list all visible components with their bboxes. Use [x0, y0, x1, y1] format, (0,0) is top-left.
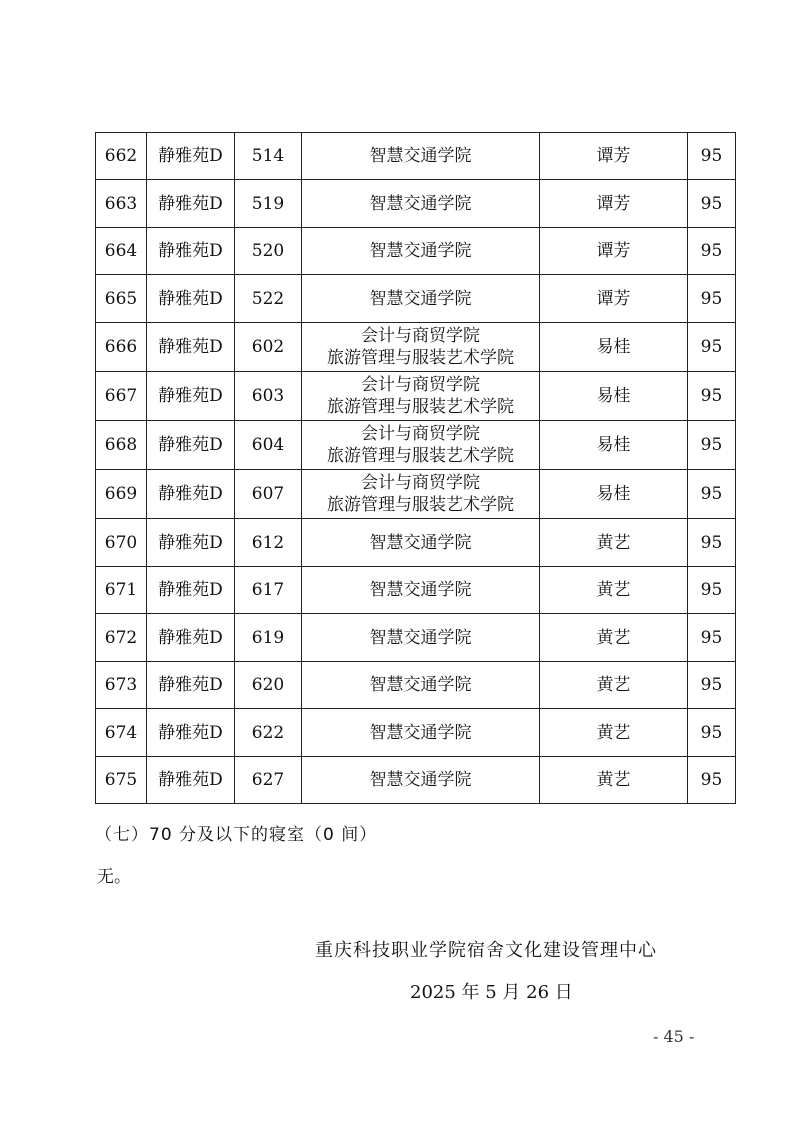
cell-college: [302, 662, 540, 709]
table-row: [96, 519, 736, 567]
table-row: [96, 567, 736, 614]
table-row: [96, 421, 736, 470]
cell-building: 静雅苑D: [147, 519, 235, 567]
table-body: [96, 133, 736, 804]
cell-no: 671: [96, 567, 147, 614]
cell-room: 604: [235, 421, 302, 470]
cell-teacher: 黄艺: [540, 662, 688, 709]
table-row: [96, 133, 736, 180]
college-line: 会计与商贸学院: [361, 424, 480, 444]
cell-teacher: 黄艺: [540, 709, 688, 757]
cell-room: 619: [235, 614, 302, 662]
cell-room: 620: [235, 662, 302, 709]
cell-teacher: 易桂: [540, 323, 688, 372]
college-line: 智慧交通学院: [369, 288, 472, 309]
table-row: [96, 470, 736, 519]
cell-room: 514: [235, 133, 302, 180]
cell-no: 672: [96, 614, 147, 662]
cell-building: 静雅苑D: [147, 662, 235, 709]
college-line: 智慧交通学院: [369, 722, 472, 743]
cell-building: 静雅苑D: [147, 614, 235, 662]
cell-building: 静雅苑D: [147, 228, 235, 275]
cell-room: 617: [235, 567, 302, 614]
cell-room: 522: [235, 275, 302, 323]
cell-college: [302, 372, 540, 421]
cell-no: 673: [96, 662, 147, 709]
college-line: 会计与商贸学院: [361, 473, 480, 493]
cell-no: 665: [96, 275, 147, 323]
section-heading: （七）70 分及以下的寝室（0 间）: [95, 825, 378, 845]
college-line: 旅游管理与服装艺术学院: [327, 446, 514, 466]
cell-room: 612: [235, 519, 302, 567]
cell-college: [302, 470, 540, 519]
college-line: 智慧交通学院: [369, 675, 472, 695]
cell-teacher: 易桂: [540, 470, 688, 519]
cell-no: 667: [96, 372, 147, 421]
cell-score: 95: [688, 662, 736, 709]
cell-building: 静雅苑D: [147, 180, 235, 228]
cell-building: 静雅苑D: [147, 709, 235, 757]
table-row: [96, 323, 736, 372]
cell-score: 95: [688, 470, 736, 519]
issuer-name: 重庆科技职业学院宿舍文化建设管理中心: [315, 940, 657, 961]
cell-score: 95: [688, 421, 736, 470]
cell-teacher: 黄艺: [540, 757, 688, 804]
cell-building: 静雅苑D: [147, 133, 235, 180]
college-line: 智慧交通学院: [369, 627, 472, 648]
table-row: [96, 709, 736, 757]
cell-score: 95: [688, 567, 736, 614]
cell-score: 95: [688, 180, 736, 228]
college-line: 旅游管理与服装艺术学院: [327, 397, 514, 417]
cell-score: 95: [688, 323, 736, 372]
cell-college: [302, 228, 540, 275]
cell-building: 静雅苑D: [147, 275, 235, 323]
college-line: 智慧交通学院: [369, 580, 472, 600]
table-row: [96, 614, 736, 662]
cell-college: [302, 275, 540, 323]
cell-college: [302, 519, 540, 567]
cell-no: 664: [96, 228, 147, 275]
cell-teacher: 黄艺: [540, 614, 688, 662]
dormitory-score-table-container: [95, 132, 735, 804]
cell-score: 95: [688, 709, 736, 757]
dormitory-score-table: [95, 132, 736, 804]
cell-no: 670: [96, 519, 147, 567]
cell-room: 607: [235, 470, 302, 519]
cell-teacher: 谭芳: [540, 228, 688, 275]
cell-room: 627: [235, 757, 302, 804]
table-row: [96, 757, 736, 804]
college-line: 智慧交通学院: [369, 193, 472, 214]
cell-building: 静雅苑D: [147, 470, 235, 519]
table-row: [96, 180, 736, 228]
section-body: 无。: [97, 867, 131, 887]
cell-teacher: 谭芳: [540, 133, 688, 180]
cell-teacher: 黄艺: [540, 567, 688, 614]
cell-room: 520: [235, 228, 302, 275]
cell-college: [302, 180, 540, 228]
cell-teacher: 黄艺: [540, 519, 688, 567]
college-line: 会计与商贸学院: [361, 326, 480, 346]
cell-no: 662: [96, 133, 147, 180]
college-line: 旅游管理与服装艺术学院: [327, 348, 514, 368]
cell-score: 95: [688, 519, 736, 567]
cell-no: 675: [96, 757, 147, 804]
cell-no: 663: [96, 180, 147, 228]
issue-date: 2025 年 5 月 26 日: [410, 982, 573, 1003]
college-line: 智慧交通学院: [369, 770, 472, 790]
cell-no: 668: [96, 421, 147, 470]
cell-college: [302, 614, 540, 662]
college-line: 智慧交通学院: [369, 146, 472, 166]
college-line: 智慧交通学院: [369, 241, 472, 261]
table-row: [96, 228, 736, 275]
cell-score: 95: [688, 275, 736, 323]
cell-building: 静雅苑D: [147, 757, 235, 804]
cell-building: 静雅苑D: [147, 421, 235, 470]
cell-no: 674: [96, 709, 147, 757]
cell-no: 669: [96, 470, 147, 519]
cell-room: 603: [235, 372, 302, 421]
cell-room: 602: [235, 323, 302, 372]
cell-college: [302, 709, 540, 757]
cell-college: [302, 567, 540, 614]
cell-room: 519: [235, 180, 302, 228]
cell-no: 666: [96, 323, 147, 372]
cell-teacher: 易桂: [540, 421, 688, 470]
college-line: 会计与商贸学院: [361, 375, 480, 395]
college-line: 智慧交通学院: [369, 532, 472, 553]
cell-score: 95: [688, 133, 736, 180]
cell-building: 静雅苑D: [147, 372, 235, 421]
cell-building: 静雅苑D: [147, 567, 235, 614]
cell-college: [302, 757, 540, 804]
cell-room: 622: [235, 709, 302, 757]
cell-teacher: 谭芳: [540, 275, 688, 323]
cell-teacher: 谭芳: [540, 180, 688, 228]
table-row: [96, 275, 736, 323]
table-row: [96, 372, 736, 421]
table-row: [96, 662, 736, 709]
cell-college: [302, 323, 540, 372]
cell-score: 95: [688, 228, 736, 275]
college-line: 旅游管理与服装艺术学院: [327, 495, 514, 515]
cell-building: 静雅苑D: [147, 323, 235, 372]
cell-score: 95: [688, 372, 736, 421]
cell-college: [302, 421, 540, 470]
cell-college: [302, 133, 540, 180]
cell-score: 95: [688, 614, 736, 662]
cell-teacher: 易桂: [540, 372, 688, 421]
cell-score: 95: [688, 757, 736, 804]
page-number: - 45 -: [653, 1027, 695, 1046]
